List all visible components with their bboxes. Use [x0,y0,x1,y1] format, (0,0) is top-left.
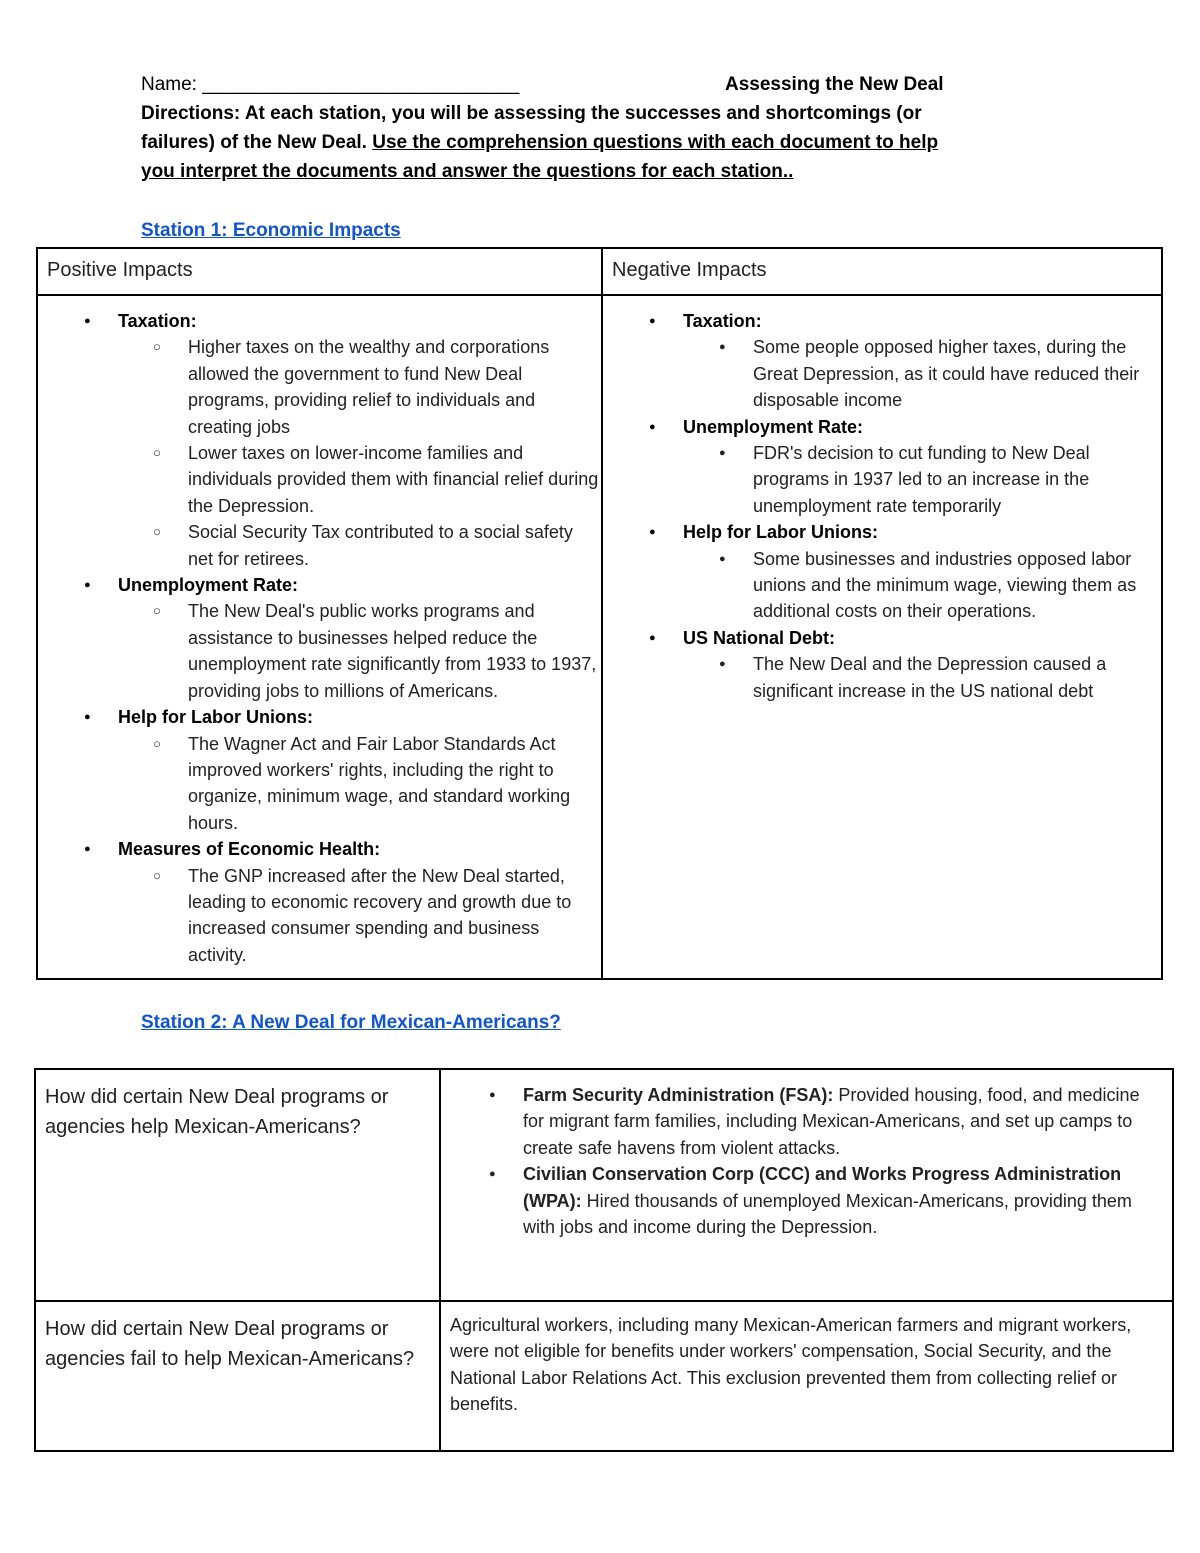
answer-help-list [441,1082,1172,1240]
list-item: ● Help for Labor Unions: ○ The Wagner Act and Fair Labor Standards Act improved workers' rights, including the right to organize, minimum wage, and standard working hours. [118,704,601,836]
name-blank[interactable]: ______________________________ [202,74,520,95]
list-item: ● Taxation: ○ Higher taxes on the wealthy and corporations allowed the government to fund New Deal programs, providing relief to individuals and creating jobs ○ Lower taxes on lower-income families and individuals provided them with financial relief during the Depression. ○ Social Security Tax contributed to a social safety net for retirees. [118,308,601,572]
name-label: Name: [141,74,197,95]
list-item: ● Taxation: ● Some people opposed higher taxes, during the Great Depression, as it could have reduced their disposable income [683,308,1161,414]
directions-underlined: Use the comprehension questions with each document to help [372,132,939,153]
station2-table [34,1068,1174,1452]
list-item: ● Help for Labor Unions: ● Some businesses and industries opposed labor unions and the minimum wage, viewing them as additional costs on their operations. [683,519,1161,625]
station2-title: Station 2: A New Deal for Mexican-Americans? [141,1012,561,1033]
answer-fail: Agricultural workers, including many Mexican-American farmers and migrant workers, were not eligible for benefits under workers' compensation, Social Security, and the National Labor Relations Act. This exclusion prevented them from collecting relief or benefits. [440,1301,1173,1451]
list-item: ○ Lower taxes on lower-income families and individuals provided them with financial relief during the Depression. [188,440,601,519]
list-item: ● US National Debt: ● The New Deal and the Depression caused a significant increase in the US national debt [683,625,1161,704]
positive-header: Positive Impacts [37,248,602,295]
negative-cell [602,295,1162,979]
list-item: ○ The New Deal's public works programs and assistance to businesses helped reduce the unemployment rate significantly from 1933 to 1937, providing jobs to millions of Americans. [188,598,601,704]
list-item: ● Unemployment Rate: ● FDR's decision to cut funding to New Deal programs in 1937 led to an increase in the unemployment rate temporarily [683,414,1161,520]
list-item: ● Measures of Economic Health: ○ The GNP increased after the New Deal started, leading to economic recovery and growth due to increased consumer spending and business activity. [118,836,601,968]
list-item: ● The New Deal and the Depression caused a significant increase in the US national debt [753,651,1161,704]
question-help: How did certain New Deal programs or agencies help Mexican-Americans? [35,1069,440,1301]
list-item: ● FDR's decision to cut funding to New Deal programs in 1937 led to an increase in the unemployment rate temporarily [753,440,1161,519]
list-item: ○ The GNP increased after the New Deal started, leading to economic recovery and growth due to increased consumer spending and business activity. [188,863,601,969]
list-item: ● Civilian Conservation Corp (CCC) and Works Progress Administration (WPA): Hired thousands of unemployed Mexican-Americans, providing them with jobs and income during the Depression. [523,1161,1162,1240]
directions-line-1: Directions: At each station, you will be assessing the successes and shortcomings (or [141,103,922,124]
list-item: ● Some businesses and industries opposed labor unions and the minimum wage, viewing them as additional costs on their operations. [753,546,1161,625]
list-item: ○ The Wagner Act and Fair Labor Standards Act improved workers' rights, including the right to organize, minimum wage, and standard working hours. [188,731,601,837]
list-item: ● Farm Security Administration (FSA): Provided housing, food, and medicine for migrant farm families, including Mexican-Americans, and set up camps to create safe havens from violent attacks. [523,1082,1162,1161]
directions-plain: failures) of the New Deal. [141,132,367,153]
station1-title: Station 1: Economic Impacts [141,220,401,241]
page-title: Assessing the New Deal [725,74,944,95]
negative-header: Negative Impacts [602,248,1162,295]
name-line [141,70,519,99]
list-item: ● Some people opposed higher taxes, during the Great Depression, as it could have reduced their disposable income [753,334,1161,413]
station1-table [36,247,1163,980]
answer-help-cell [440,1069,1173,1301]
positive-list [38,308,601,968]
positive-cell [37,295,602,979]
list-item: ○ Social Security Tax contributed to a social safety net for retirees. [188,519,601,572]
list-item: ● Unemployment Rate: ○ The New Deal's public works programs and assistance to businesses helped reduce the unemployment rate significantly from 1933 to 1937, providing jobs to millions of Americans. [118,572,601,704]
directions-line-3: you interpret the documents and answer the questions for each station.. [141,161,794,182]
negative-list [603,308,1161,704]
directions-line-2 [141,128,938,157]
list-item: ○ Higher taxes on the wealthy and corporations allowed the government to fund New Deal programs, providing relief to individuals and creating jobs [188,334,601,440]
question-fail: How did certain New Deal programs or agencies fail to help Mexican-Americans? [35,1301,440,1451]
